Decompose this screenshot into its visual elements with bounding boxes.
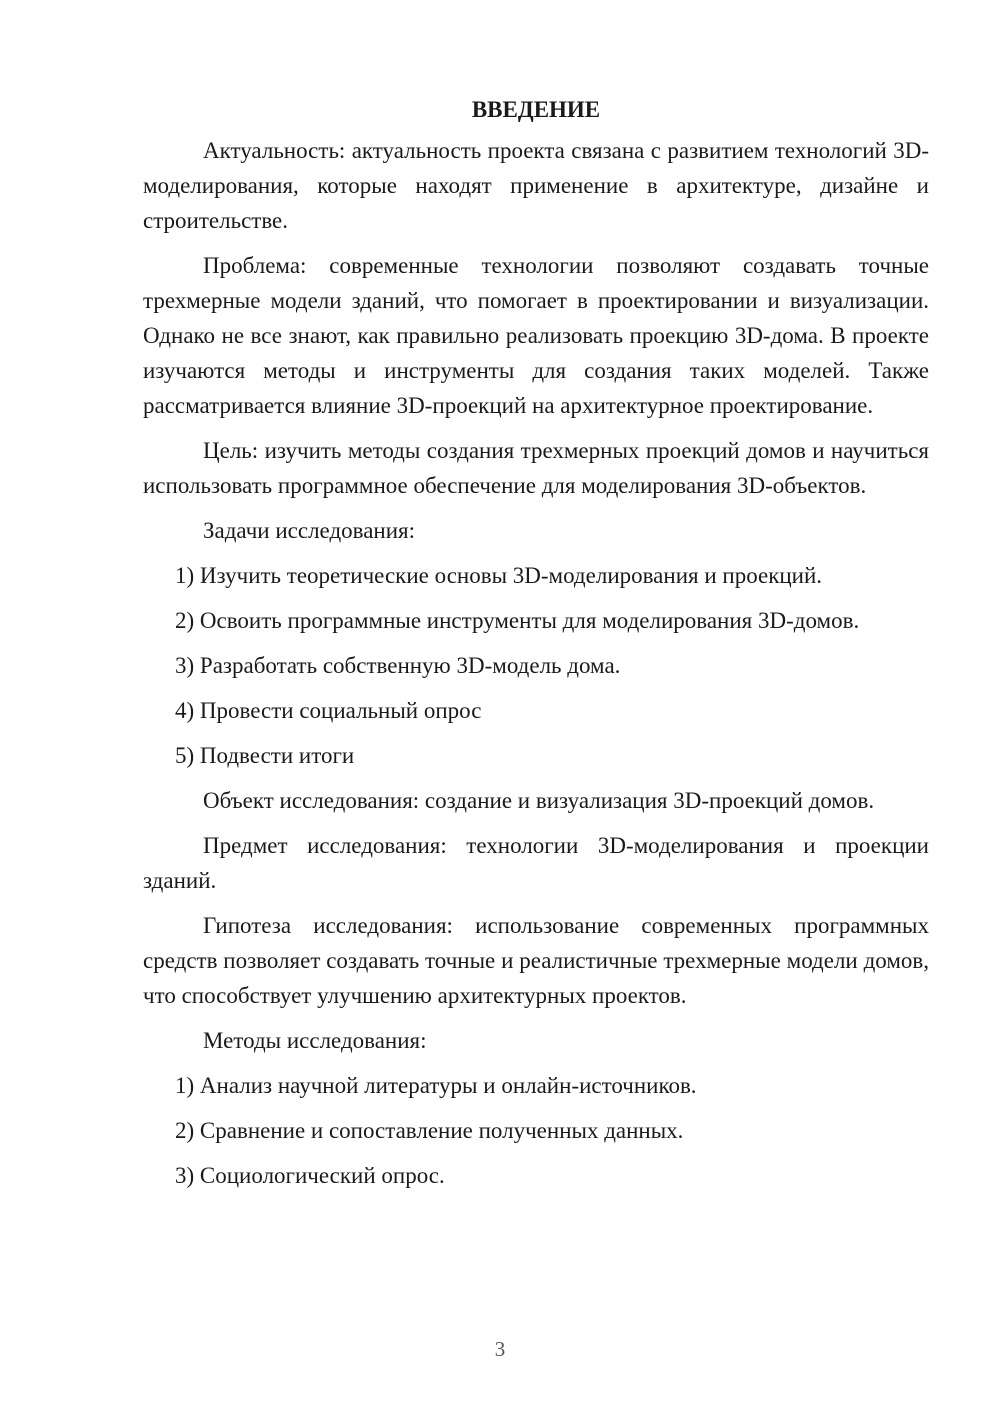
list-item: 1) Анализ научной литературы и онлайн-источников. (175, 1073, 697, 1098)
list-item: 2) Освоить программные инструменты для моделирования 3D-домов. (175, 608, 860, 633)
hypothesis-paragraph: Гипотеза исследования: использование современных программных средств позволяет создавать точные и реалистичные трехмерные модели домов, что способствует улучшению архитектурных проектов. (143, 913, 929, 1008)
subject-paragraph: Предмет исследования: технологии 3D-моделирования и проекции зданий. (143, 833, 929, 893)
methods-list (143, 1068, 929, 1193)
page-number: 3 (494, 1337, 506, 1361)
list-item: 3) Разработать собственную 3D-модель дома. (175, 653, 621, 678)
page-title: ВВЕДЕНИЕ (471, 97, 601, 122)
list-item: 4) Провести социальный опрос (175, 698, 482, 723)
tasks-heading: Задачи исследования: (203, 518, 416, 543)
goal-paragraph: Цель: изучить методы создания трехмерных проекций домов и научиться использовать программное обеспечение для моделирования 3D-объектов. (143, 438, 929, 498)
object-paragraph: Объект исследования: создание и визуализация 3D-проекций домов. (203, 788, 875, 813)
list-item: 3) Социологический опрос. (175, 1163, 445, 1188)
relevance-paragraph: Актуальность: актуальность проекта связана с развитием технологий 3D-моделирования, которые находят применение в архитектуре, дизайне и строительстве. (143, 138, 929, 233)
list-item: 1) Изучить теоретические основы 3D-моделирования и проекций. (175, 563, 823, 588)
problem-paragraph: Проблема: современные технологии позволяют создавать точные трехмерные модели зданий, что помогает в проектировании и визуализации. Однако не все знают, как правильно реализовать проекцию 3D-дома. В проекте изучаются методы и инструменты для создания таких моделей. Также рассматривается влияние 3D-проекций на архитектурное проектирование. (143, 253, 929, 418)
document-body (143, 92, 929, 1203)
list-item: 5) Подвести итоги (175, 743, 355, 768)
tasks-list (143, 558, 929, 773)
methods-heading: Методы исследования: (203, 1028, 427, 1053)
list-item: 2) Сравнение и сопоставление полученных данных. (175, 1118, 684, 1143)
